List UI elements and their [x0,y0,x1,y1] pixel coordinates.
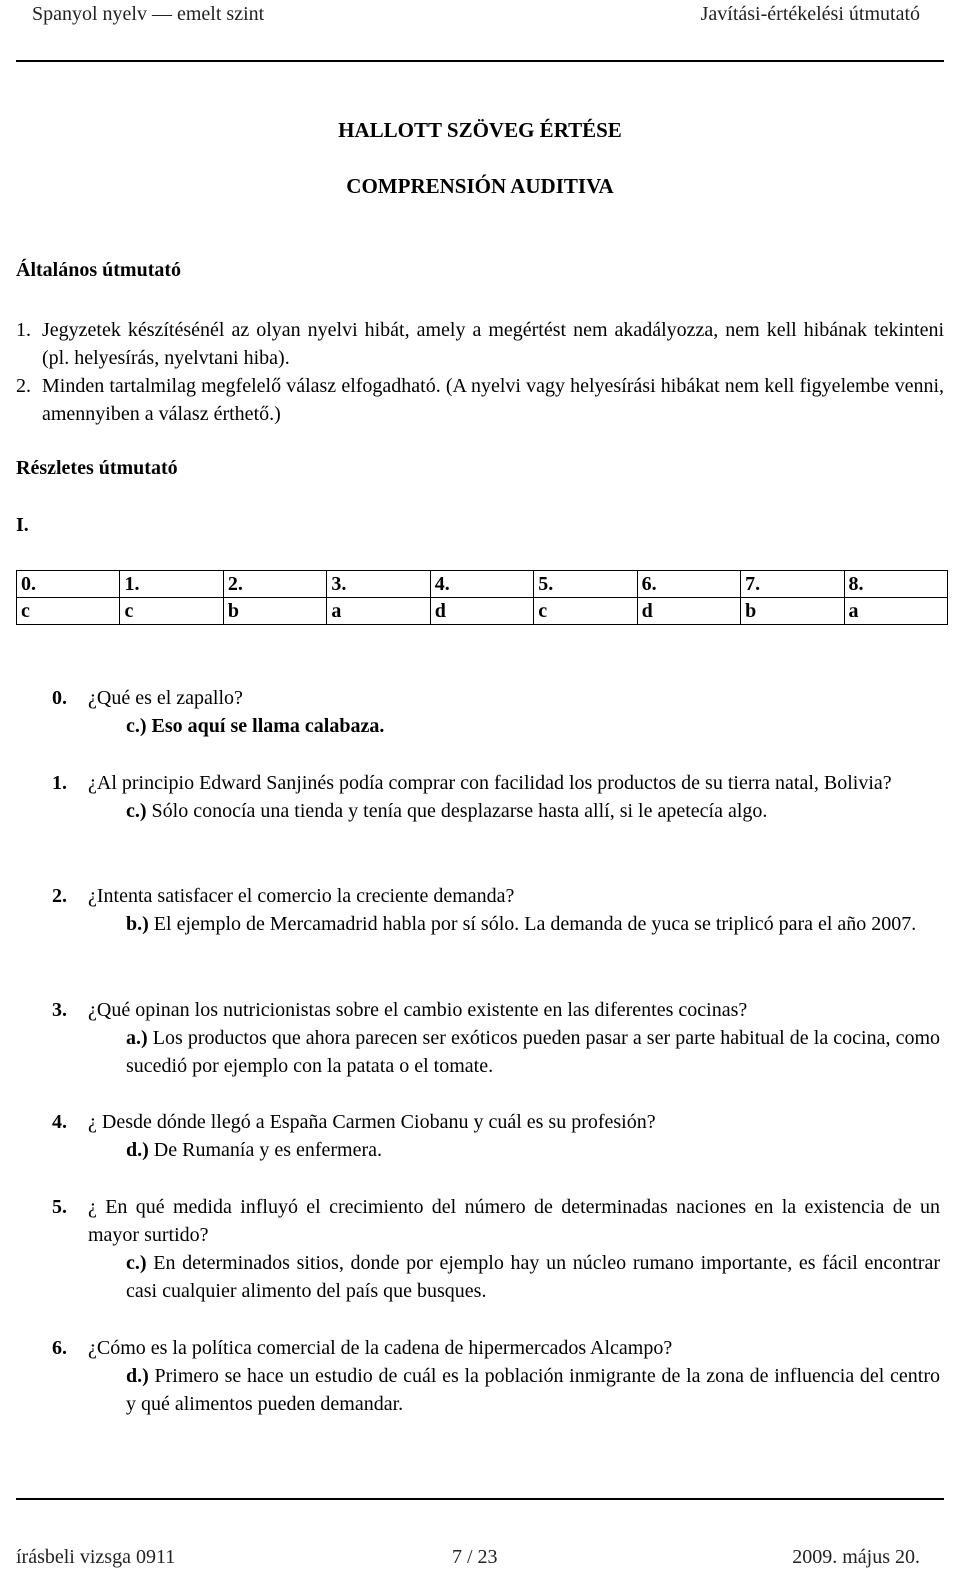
question-block [52,882,940,938]
answer-text: Sólo conocía una tienda y tenía que desplazarse hasta allí, si le apetecía algo. [151,800,768,822]
general-guide-heading: Általános útmutató [16,259,182,281]
question-text: ¿ Desde dónde llegó a España Carmen Ciobanu y cuál es su profesión? [88,1111,656,1133]
question-block [52,684,940,740]
answer [52,1249,940,1305]
footer-date: 2009. május 20. [792,1546,920,1568]
answer-text: De Rumanía y es enfermera. [153,1139,383,1161]
question-text: ¿Cómo es la política comercial de la cadena de hipermercados Alcampo? [88,1337,673,1359]
general-guide-item [16,316,944,372]
answer-key-letter: c [120,598,223,625]
question-text: ¿Qué opinan los nutricionistas sobre el cambio existente en las diferentes cocinas? [88,999,748,1021]
footer-exam-code: írásbeli vizsga 0911 [16,1546,176,1568]
answer-key-number: 7. [741,571,844,598]
question-block [52,996,940,1080]
answer-key-number: 5. [534,571,637,598]
question-number: 4. [52,1111,67,1133]
section-subtitle: COMPRENSIÓN AUDITIVA [346,174,614,198]
answer-key-letter: c [17,598,120,625]
header-subject: Spanyol nyelv — emelt szint [32,3,265,25]
answer-key-letter: b [223,598,326,625]
answer-key-letter: c [534,598,637,625]
answer [52,712,940,740]
answer-text: Los productos que ahora parecen ser exóticos pueden pasar a ser parte habitual de la cocina, como sucedió por ejemplo con la patata o el tomate. [126,1027,941,1077]
answer-key-numbers-row [17,571,948,598]
general-guide-list [16,316,944,428]
general-item-number: 1. [16,319,31,341]
answer-key-letter: a [844,598,948,625]
question-number: 5. [52,1196,67,1218]
answer-letter: a.) [126,1027,148,1049]
detailed-guide-heading: Részletes útmutató [16,457,178,479]
question [52,1334,940,1362]
answer [52,910,940,938]
question-block [52,769,940,825]
general-item-number: 2. [16,375,31,397]
footer-page-number: 7 / 23 [452,1546,498,1568]
question [52,684,940,712]
header-rule [16,60,944,62]
answer-letter: c.) [126,800,147,822]
question [52,769,940,797]
question [52,1193,940,1249]
answer-key-number: 0. [17,571,120,598]
question-number: 2. [52,885,67,907]
answer-text: El ejemplo de Mercamadrid habla por sí sólo. La demanda de yuca se triplicó para el año 2007. [153,913,917,935]
question-block [52,1193,940,1305]
general-item-text: Jegyzetek készítésénél az olyan nyelvi hibát, amely a megértést nem akadályozza, nem kell hibának tekinteni (pl. helyesírás, nyelvtani hiba). [42,319,944,369]
question-number: 3. [52,999,67,1021]
answer-key-letters-row [17,598,948,625]
answer [52,1024,940,1080]
answer-key-table [16,570,948,625]
question-text: ¿Qué es el zapallo? [88,687,243,709]
general-guide-item [16,372,944,428]
question-number: 0. [52,687,67,709]
question-text: ¿ En qué medida influyó el crecimiento del número de determinadas naciones en la existencia de un mayor surtido? [88,1196,940,1246]
general-item-text: Minden tartalmilag megfelelő válasz elfogadható. (A nyelvi vagy helyesírási hibákat nem kell figyelembe venni, amennyiben a válasz érthető.) [42,375,944,425]
answer-key-letter: a [327,598,430,625]
answer-key-number: 8. [844,571,948,598]
question-number: 6. [52,1337,67,1359]
answer-key-letter: d [637,598,740,625]
answer-key-number: 4. [430,571,533,598]
answer-letter: d.) [126,1139,149,1161]
page-header [32,0,920,60]
question-number: 1. [52,772,67,794]
answer-text: En determinados sitios, donde por ejemplo hay un núcleo rumano importante, es fácil encontrar casi cualquier alimento del país que busques. [126,1252,941,1302]
answer-letter: c.) [126,1252,147,1274]
answer-key-number: 1. [120,571,223,598]
answer-key-number: 6. [637,571,740,598]
answer-text: Primero se hace un estudio de cuál es la población inmigrante de la zona de influencia del centro y qué alimentos pueden demandar. [126,1365,941,1415]
answer [52,1362,940,1418]
answer-letter: c.) [126,715,147,737]
question [52,1108,940,1136]
part-label: I. [16,514,29,536]
question-block [52,1108,940,1164]
answer-key-number: 2. [223,571,326,598]
question-block [52,1334,940,1418]
answer-letter: d.) [126,1365,149,1387]
answer [52,797,940,825]
answer-key-letter: d [430,598,533,625]
answer-text: Eso aquí se llama calabaza. [151,715,385,737]
question-text: ¿Intenta satisfacer el comercio la creciente demanda? [88,885,515,907]
question [52,996,940,1024]
question-text: ¿Al principio Edward Sanjinés podía comprar con facilidad los productos de su tierra natal, Bolivia? [88,772,892,794]
header-doc-type: Javítási-értékelési útmutató [700,3,920,25]
answer-key-letter: b [741,598,844,625]
answer [52,1136,940,1164]
answer-letter: b.) [126,913,149,935]
question [52,882,940,910]
answer-key-number: 3. [327,571,430,598]
section-title: HALLOTT SZÖVEG ÉRTÉSE [338,118,622,142]
footer-rule [16,1498,944,1500]
